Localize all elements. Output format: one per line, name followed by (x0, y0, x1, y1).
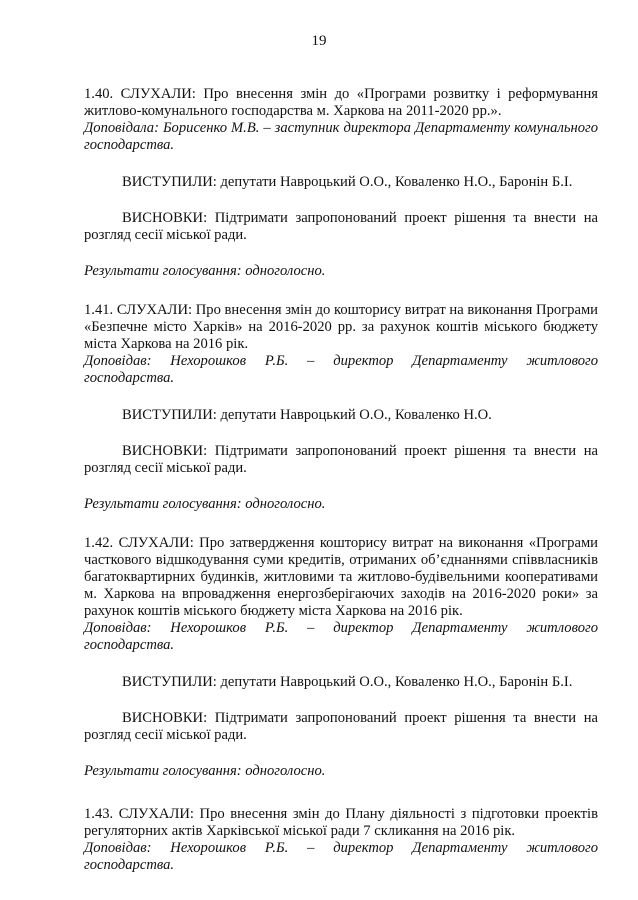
agenda-item-1-43 (84, 806, 598, 874)
page-number: 19 (311, 33, 327, 49)
reporter-text: Доповідав: Нехорошков Р.Б. – директор Департаменту житлового господарства. (84, 353, 598, 386)
reporter-text: Доповідав: Нехорошков Р.Б. – директор Департаменту житлового господарства. (84, 620, 598, 653)
voting-results-text: Результати голосування: одноголосно. (84, 263, 326, 279)
protocol-content (84, 86, 598, 896)
reporter-text: Доповідав: Нехорошков Р.Б. – директор Департаменту житлового господарства. (84, 840, 598, 873)
speakers-text: ВИСТУПИЛИ: депутати Навроцький О.О., Коваленко Н.О. (122, 407, 492, 423)
heard-text: 1.40. СЛУХАЛИ: Про внесення змін до «Програми розвитку і реформування житлово-комунального господарства м. Харкова на 2011-2020 рр.». (84, 86, 598, 119)
agenda-item-1-40 (84, 86, 598, 280)
speakers-text: ВИСТУПИЛИ: депутати Навроцький О.О., Коваленко Н.О., Баронін Б.І. (122, 674, 573, 690)
voting-results-text: Результати голосування: одноголосно. (84, 763, 326, 779)
reporter-text: Доповідала: Борисенко М.В. – заступник директора Департаменту комунального господарства. (84, 120, 598, 153)
agenda-item-1-41 (84, 302, 598, 513)
conclusions-text: ВИСНОВКИ: Підтримати запропонований проект рішення та внести на розгляд сесії міської ради. (84, 710, 598, 743)
conclusions-text: ВИСНОВКИ: Підтримати запропонований проект рішення та внести на розгляд сесії міської ради. (84, 210, 598, 243)
voting-results-text: Результати голосування: одноголосно. (84, 496, 326, 512)
heard-text: 1.41. СЛУХАЛИ: Про внесення змін до кошторису витрат на виконання Програми «Безпечне місто Харків» на 2016-2020 рр. за рахунок коштів міського бюджету міста Харкова на 2016 рік. (84, 302, 598, 352)
heard-text: 1.43. СЛУХАЛИ: Про внесення змін до Плану діяльності з підготовки проектів регуляторних актів Харківської міської ради 7 скликання на 2016 рік. (84, 806, 598, 839)
speakers-text: ВИСТУПИЛИ: депутати Навроцький О.О., Коваленко Н.О., Баронін Б.І. (122, 174, 573, 190)
heard-text: 1.42. СЛУХАЛИ: Про затвердження кошторису витрат на виконання «Програми часткового відшкодування суми кредитів, отриманих об’єднаннями співвласників багатоквартирних будинків, житловими та житлово-будівельними кооперативами м. Харкова на впровадження енергозберігаючих заходів на 2016-2020 роки» за рахунок коштів міського бюджету міста Харкова на 2016 рік. (84, 535, 598, 619)
conclusions-text: ВИСНОВКИ: Підтримати запропонований проект рішення та внести на розгляд сесії міської ради. (84, 443, 598, 476)
agenda-item-1-42 (84, 535, 598, 780)
